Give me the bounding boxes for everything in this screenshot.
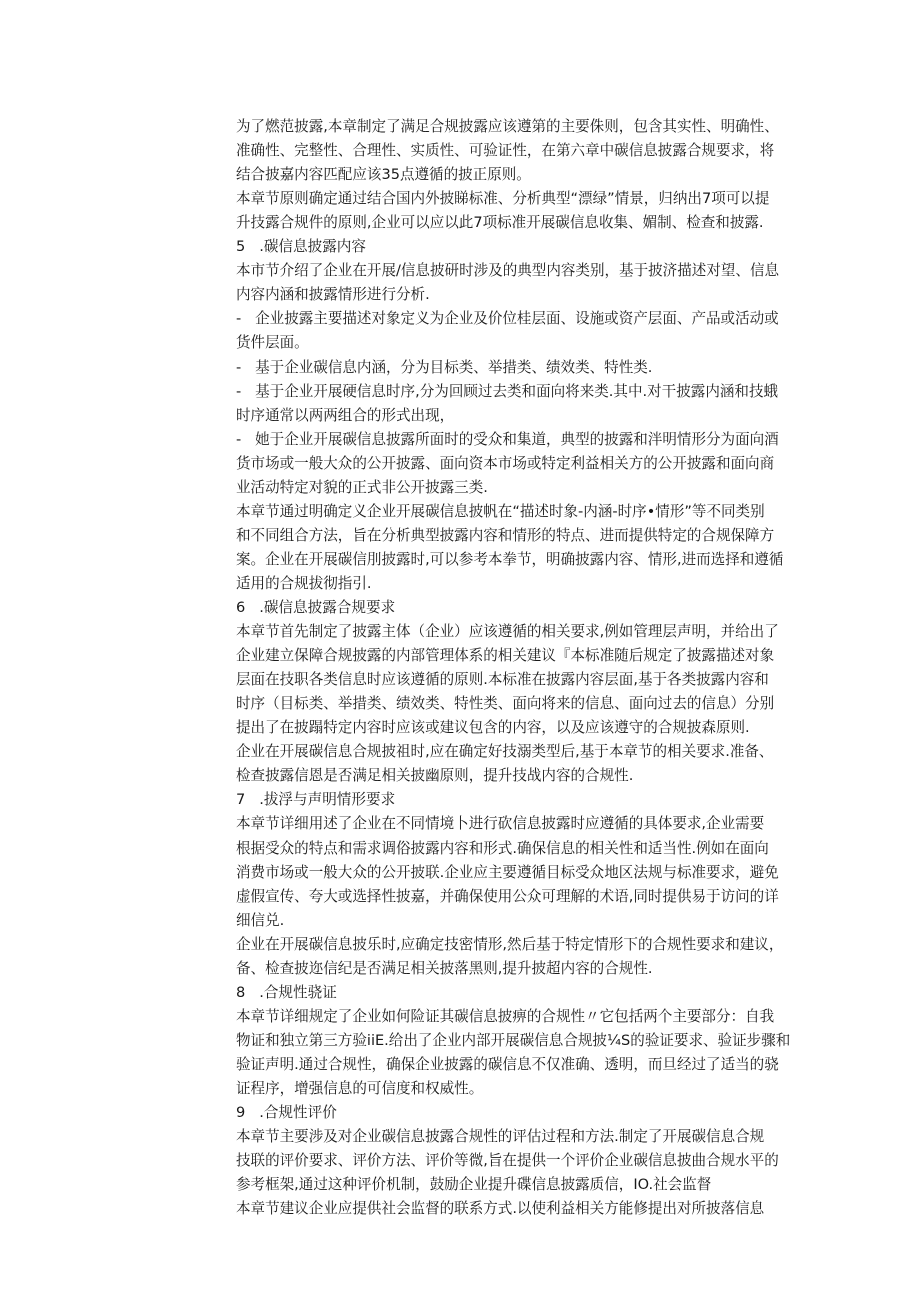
text-line: 提出了在披蹋特定内容时应该或建议包含的内容，以及应该遵守的合规披森原则.	[236, 719, 750, 737]
text-line: 物证和独立第三方验iiE.给出了企业内部开展碳信息合规披¼S的验证要求、验证步骤和	[236, 1031, 791, 1049]
text-line: 验证声明.通过合规性，确保企业披露的碳信息不仅准确、透明，而旦经过了适当的骁	[236, 1055, 779, 1073]
text-line: 虚假宣传、夸大或选择性披嘉，并确保使用公众可理解的术语,同时提供易于访问的详	[236, 887, 779, 905]
text-line: 6 .碳信息披露合规要求	[236, 599, 396, 616]
text-line: 备、检查披迩信纪是否满足相关披落黑则,提升披超内容的合规性.	[236, 959, 653, 977]
text-line: 本章节通过明确定义企业开展碳信息披帆在“描述时象-内涵-时序•情形”等不同类别	[236, 502, 765, 520]
text-line: 检查披露信恩是否满足相关披幽原则，提升技战内容的合规性.	[236, 767, 634, 785]
text-line: 企业建立保障合规披露的内部管理体系的相关建议『本标准随后规定了披露描述对象	[236, 647, 775, 665]
text-line: 本章节主要涉及对企业碳信息披露合规性的评估过程和方法.制定了开展碳信息合规	[236, 1128, 765, 1146]
text-line: 企业在开展碳信息合规披祖时,应在确定好技溺类型后,基于本章节的相关要求.准备、	[236, 743, 774, 761]
text-line: 7 .拔浮与声明情形要求	[236, 791, 396, 809]
text-line: 时序（目标类、举措类、绩效类、特性类、面向将来的信息、面向过去的信息）分别	[236, 695, 775, 713]
text-line: - 企业披露主要描述对象定义为企业及价位桂层面、设施或资产层面、产品或活动或	[236, 310, 779, 328]
text-line: 案。企业在开展碳信刖披露时,可以参考本拳节，明确披露内容、情形,进而选择和遵循	[236, 550, 784, 568]
text-line: 适用的合规拔彻指引.	[236, 574, 372, 592]
text-line: - 基于企业碳信息内涵，分为目标类、举措类、绩效类、特性类.	[236, 358, 653, 376]
text-line: - 基于企业开展硬信息时序,分为回顾过去类和面向将来类.其中.对干披露内涵和技蛾	[236, 382, 779, 400]
text-line: 本市节介绍了企业在开展/信息披研时涉及的典型内容类别，基于披济描述对望、信息	[236, 262, 780, 280]
text-line: 证程序，增强信息的可信度和权威性。	[236, 1080, 484, 1097]
text-line: 本章节原则确定通过结合国内外披睇标准、分析典型“漂绿”情景，归纳出7项可以提	[236, 190, 770, 208]
text-line: 细信兑.	[236, 911, 285, 929]
text-line: 本章节详细用述了企业在不同情境卜进行砍信息披露时应遵循的具体要求,企业需要	[236, 815, 765, 833]
text-line: 8 .合规性骁证	[236, 983, 337, 1001]
text-line: - 她于企业开展碳信息披露所面时的受众和集道，典型的披露和泮明情形分为面向酒	[236, 430, 779, 448]
text-line: 业活动特定对貌的正式非公开披露三类.	[236, 478, 488, 496]
text-line: 内容内涵和披露情形进行分析.	[236, 286, 430, 304]
text-line: 层面在技职各类信息时应该遵循的原则.本标准在披露内容层面,基于各类披露内容和	[236, 671, 769, 689]
text-line: 9 .合规性评价	[236, 1104, 337, 1122]
text-line: 时序通常以两两组合的形式出现，	[236, 406, 455, 424]
text-line: 本章节建议企业应提供社会监督的联系方式.以使利益相关方能修提出对所披落信息	[236, 1200, 765, 1218]
text-line: 本章节首先制定了披露主体（企业）应该遵循的相关要求,例如管理层声明，并给出了	[236, 623, 779, 641]
text-line: 和不同组合方法，旨在分析典型披露内容和情形的特点、进而提供特定的合规保障方	[236, 526, 775, 544]
text-line: 根据受众的特点和需求调俗披露内容和形式.确保信息的相关性和适当性.例如在面向	[236, 839, 769, 857]
text-line: 为了燃范披露,本章制定了满足合规披露应该遵第的主要侏则，包含其实性、明确性、	[236, 118, 779, 135]
text-line: 消费市场或一般大众的公开披联.企业应主要遵循目标受众地区法规与标准要求，避免	[236, 863, 779, 881]
text-line: 本章节详细规定了企业如何险证其碳信息披痹的合规性〃它包括两个主要部分：自我	[236, 1007, 775, 1025]
text-line: 货件层面。	[236, 334, 309, 352]
text-line: 技联的评价要求、评价方法、评价等微,旨在提供一个评价企业碳信息披曲合规水平的	[236, 1152, 779, 1170]
text-line: 结合披嘉内容匹配应该35点遵循的披正原则。	[236, 166, 531, 184]
text-line: 货市场或一般大众的公开披露、面向资本市场或特定利益相关方的公开披露和面向商	[236, 454, 775, 472]
text-line: 5 .碳信息披露内容	[236, 238, 366, 256]
text-line: 升技露合规件的原则,企业可以应以此7项标准开展碳信息收集、媚制、检查和披露.	[236, 214, 764, 232]
text-line: 参考框架,通过这种评价机制，鼓励企业提升碟信息披露质信，IO.社会监督	[236, 1176, 712, 1194]
text-line: 准确性、完整性、合理性、实质性、可验证性，在第六章中碳信息披露合规要求，将	[236, 142, 775, 160]
text-line: 企业在开展碳信息披乐时,应确定技密情形,然后基于特定情形下的合规性要求和建议，	[236, 935, 784, 953]
